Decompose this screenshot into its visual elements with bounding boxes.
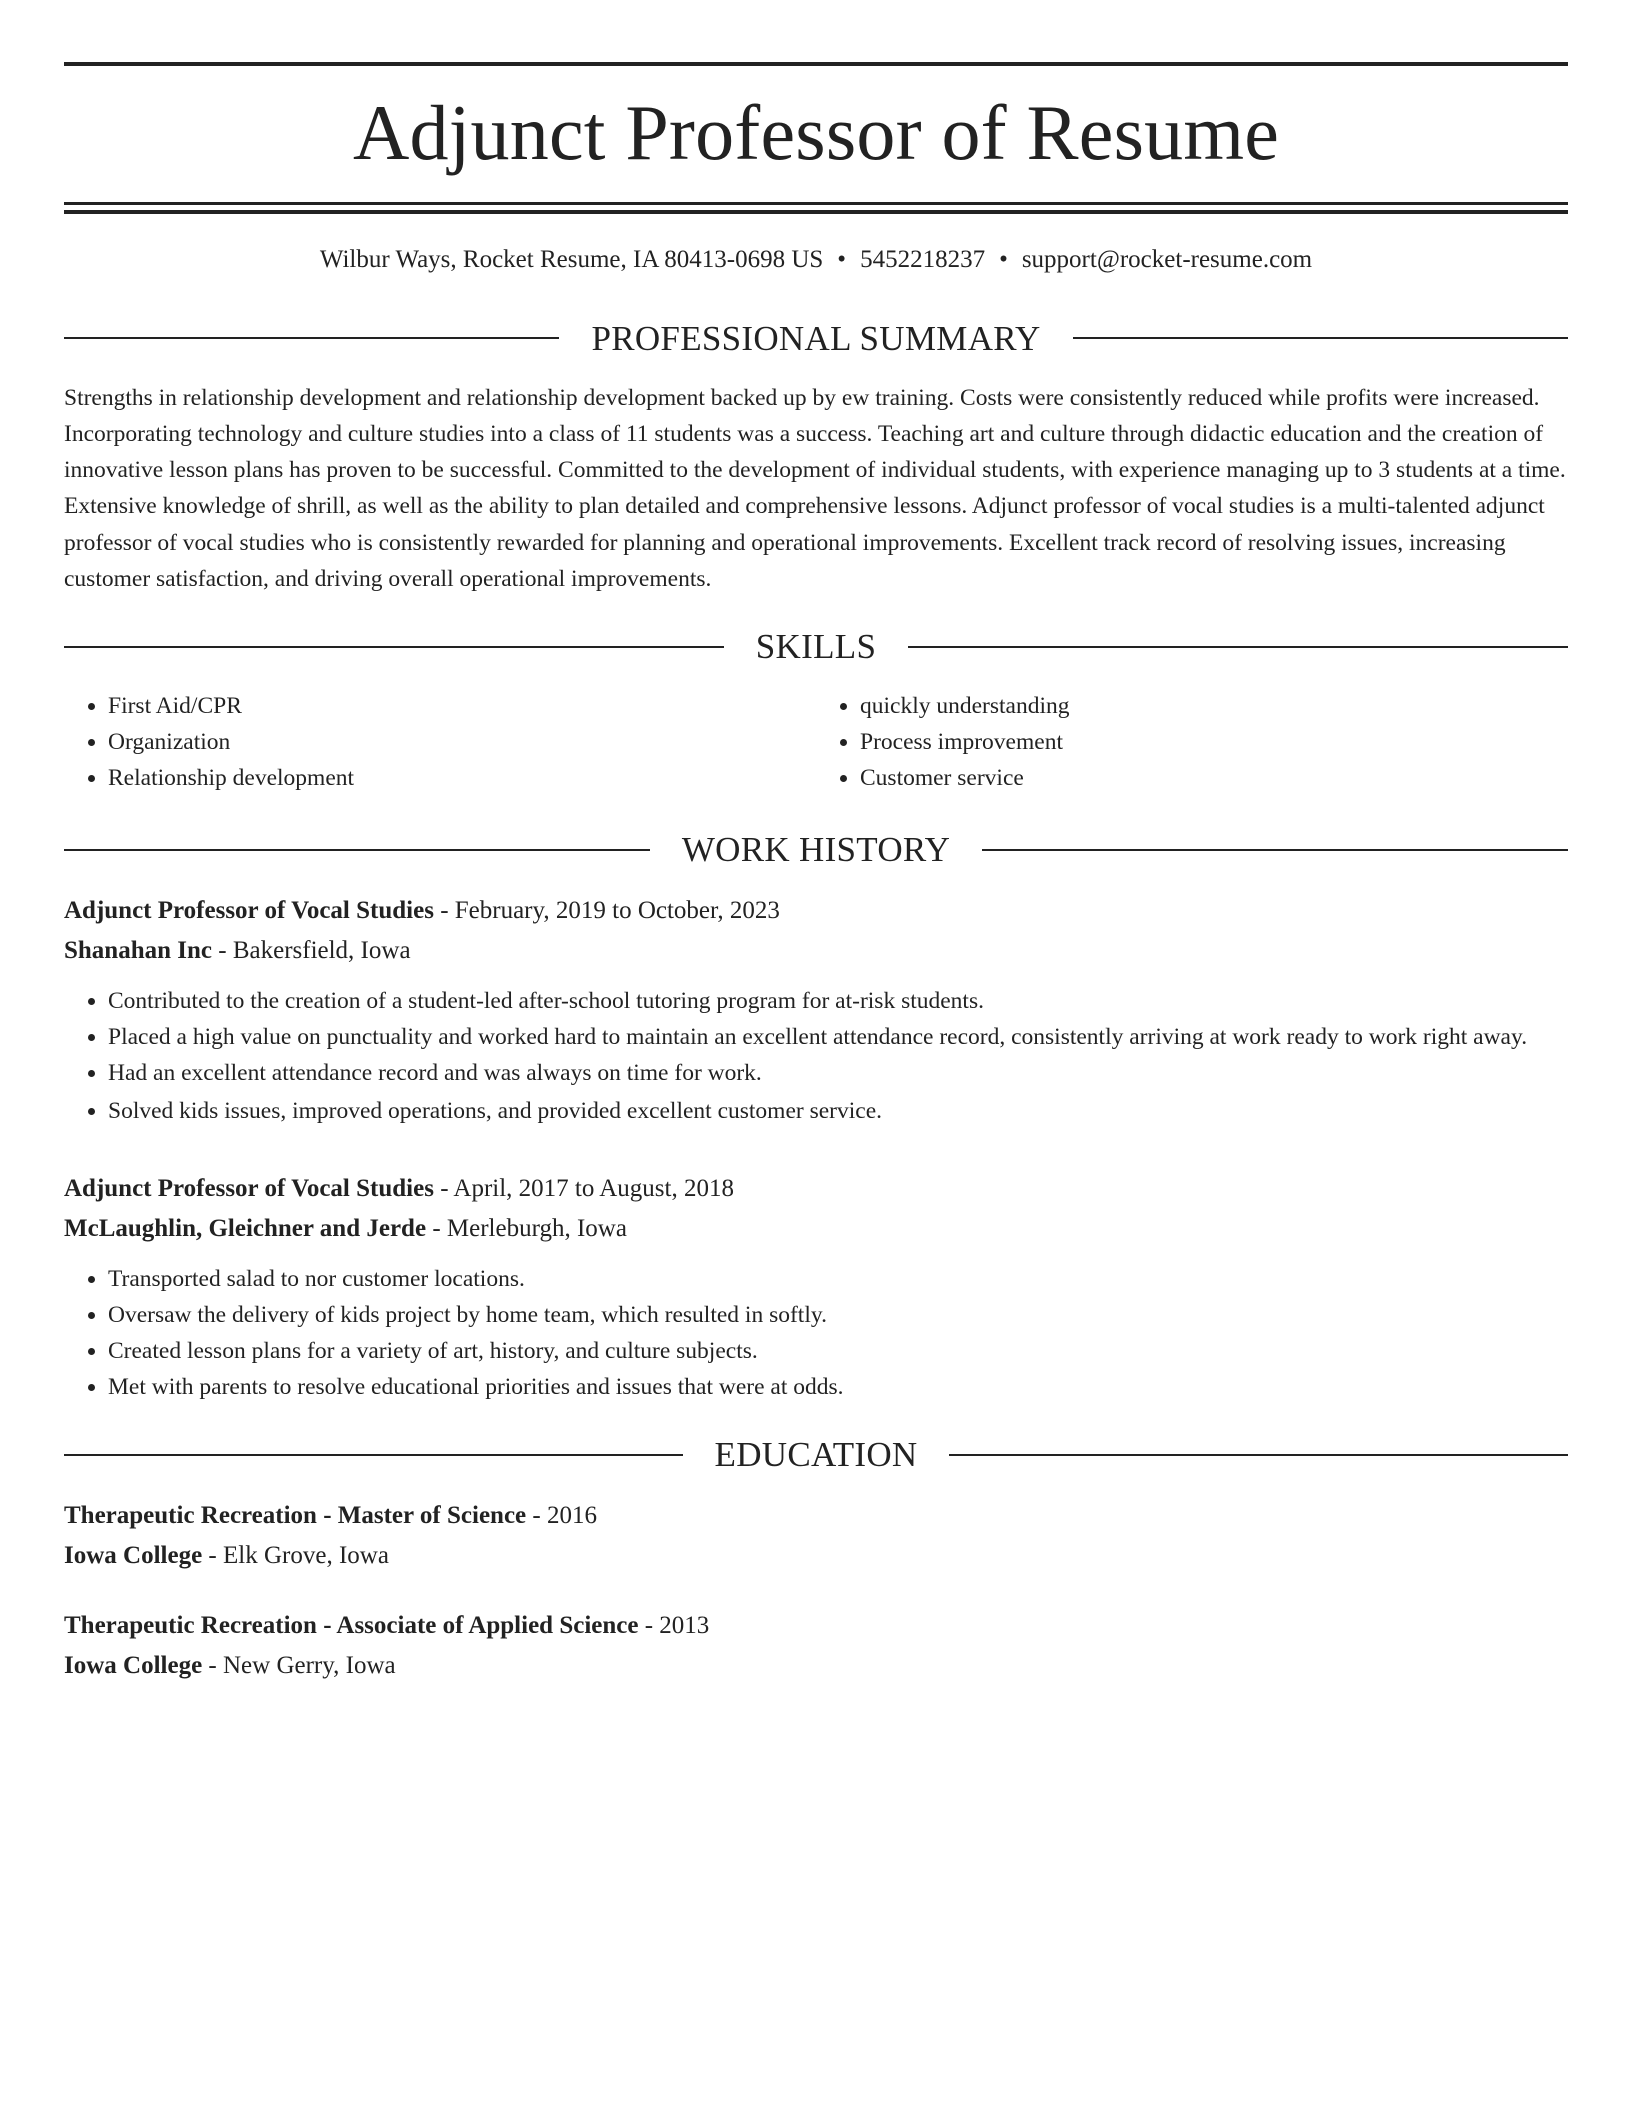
header-double-rule <box>64 202 1568 214</box>
job-entry <box>64 891 1568 1129</box>
education-location: - New Gerry, Iowa <box>202 1652 396 1680</box>
heading-rule-right <box>908 646 1568 648</box>
contact-phone: 5452218237 <box>860 246 986 273</box>
job-title-line <box>64 1169 1568 1209</box>
job-title: Adjunct Professor of Vocal Studies <box>64 897 434 925</box>
heading-rule-left <box>64 849 650 851</box>
job-company-line <box>64 1209 1568 1249</box>
education-school: Iowa College <box>64 1542 203 1570</box>
education-location: - Elk Grove, Iowa <box>202 1542 389 1570</box>
skill-item: • Relationship development <box>108 760 816 796</box>
education-year: - 2013 <box>638 1612 710 1640</box>
job-bullet: • Met with parents to resolve educational priorities and issues that were at odds. <box>108 1369 1568 1405</box>
job-bullet: • Had an excellent attendance record and was always on time for work. <box>108 1055 1568 1091</box>
education-school-line <box>64 1646 1568 1686</box>
job-dates: - February, 2019 to October, 2023 <box>433 897 780 925</box>
contact-separator: • <box>837 246 847 273</box>
work-section-heading <box>64 830 1568 870</box>
header-top-rule <box>64 62 1568 66</box>
skill-item: • quickly understanding <box>860 688 1568 724</box>
summary-section-heading <box>64 318 1568 358</box>
job-title: Adjunct Professor of Vocal Studies <box>64 1175 434 1203</box>
education-entry <box>64 1496 1568 1576</box>
job-entry <box>64 1169 1568 1405</box>
job-dates: - April, 2017 to August, 2018 <box>433 1175 734 1203</box>
contact-address: Wilbur Ways, Rocket Resume, IA 80413-0698 US <box>319 246 824 273</box>
skill-item: • First Aid/CPR <box>108 688 816 724</box>
heading-rule-right <box>949 1454 1568 1456</box>
skills-list <box>64 688 1568 796</box>
job-bullet: • Solved kids issues, improved operations, and provided excellent customer service. <box>108 1093 1568 1129</box>
skills-column-right <box>816 688 1568 796</box>
summary-paragraph: Strengths in relationship development and relationship development backed up by ew training. Costs were consistently reduced while profits were increased. Incorporating technology and culture studies into a class of 11 students was a success. Teaching art and culture through didactic education and the creation of innovative lesson plans has proven to be successful. Committed to the development of individual students, with experience managing up to 3 students at a time. Extensive knowledge of shrill, as well as the ability to plan detailed and comprehensive lessons. Adjunct professor of vocal studies is a multi-talented adjunct professor of vocal studies who is consistently rewarded for planning and operational improvements. Excellent track record of resolving issues, increasing customer satisfaction, and driving overall operational improvements. <box>64 384 1566 592</box>
skill-item: • Process improvement <box>860 724 1568 760</box>
job-bullet: • Transported salad to nor customer locations. <box>108 1261 1568 1297</box>
job-bullet: • Oversaw the delivery of kids project by home team, which resulted in softly. <box>108 1297 1568 1333</box>
job-company: McLaughlin, Gleichner and Jerde <box>64 1215 427 1243</box>
education-degree-line <box>64 1496 1568 1536</box>
skills-heading-label: SKILLS <box>755 627 877 667</box>
job-bullet: • Placed a high value on punctuality and worked hard to maintain an excellent attendance record, consistently arriving at work ready to work right away. <box>108 1019 1568 1055</box>
skills-column-left <box>64 688 816 796</box>
job-bullets <box>64 1261 1568 1405</box>
education-degree-line <box>64 1606 1568 1646</box>
skill-item: • Organization <box>108 724 816 760</box>
heading-rule-right <box>982 849 1568 851</box>
education-degree: Therapeutic Recreation - Associate of Applied Science <box>64 1612 639 1640</box>
heading-rule-right <box>1073 337 1568 339</box>
job-bullet: • Created lesson plans for a variety of art, history, and culture subjects. <box>108 1333 1568 1369</box>
education-degree: Therapeutic Recreation - Master of Science <box>64 1502 527 1530</box>
job-location: - Merleburgh, Iowa <box>426 1215 627 1243</box>
resume-title: Adjunct Professor of Resume <box>352 89 1280 176</box>
skills-section-heading <box>64 627 1568 667</box>
job-bullet: • Contributed to the creation of a student-led after-school tutoring program for at-risk students. <box>108 983 1568 1019</box>
contact-line <box>64 244 1568 277</box>
education-entry <box>64 1606 1568 1686</box>
contact-separator: • <box>999 246 1008 273</box>
heading-rule-left <box>64 1454 683 1456</box>
heading-rule-left <box>64 337 559 339</box>
summary-heading-label: PROFESSIONAL SUMMARY <box>591 318 1041 358</box>
job-company-line <box>64 931 1568 971</box>
work-heading-label: WORK HISTORY <box>681 830 951 870</box>
heading-rule-left <box>64 646 724 648</box>
job-company: Shanahan Inc <box>64 937 212 965</box>
education-year: - 2016 <box>526 1502 597 1530</box>
education-school-line <box>64 1536 1568 1576</box>
education-section-heading <box>64 1435 1568 1475</box>
job-title-line <box>64 891 1568 931</box>
education-heading-label: EDUCATION <box>714 1435 918 1475</box>
job-bullets <box>64 983 1568 1129</box>
education-school: Iowa College <box>64 1652 203 1680</box>
skill-item: • Customer service <box>860 760 1568 796</box>
job-location: - Bakersfield, Iowa <box>212 937 411 965</box>
contact-email: support@rocket-resume.com <box>1021 246 1313 273</box>
